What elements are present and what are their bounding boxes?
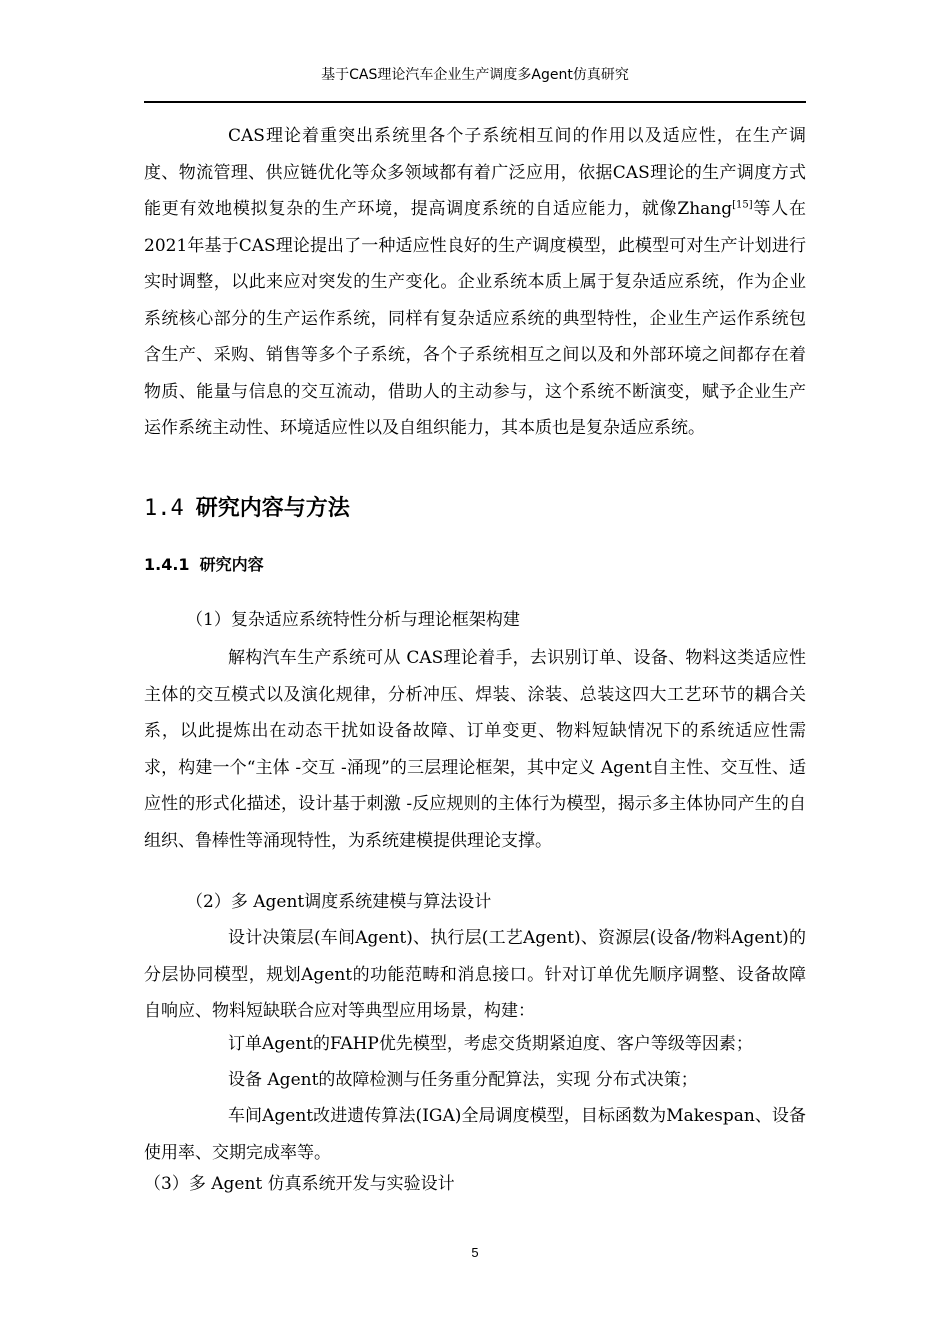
section-number: 1.4	[144, 496, 184, 521]
subsection-title: 研究内容	[199, 555, 264, 574]
item2-bullet-workshop-agent: 车间Agent改进遗传算法(IGA)全局调度模型，目标函数为Makespan、设备使用率、交期完成率等。	[144, 1106, 806, 1163]
item2-heading: （2）多 Agent调度系统建模与算法设计	[186, 892, 492, 912]
section-title: 研究内容与方法	[195, 495, 350, 521]
header-rule	[144, 101, 806, 103]
item2-bullet-order-agent: 订单Agent的FAHP优先模型，考虑交货期紧迫度、客户等级等因素；	[228, 1034, 753, 1054]
intro-paragraph	[144, 118, 806, 447]
item2-bullet-device-agent: 设备 Agent的故障检测与任务重分配算法，实现 分布式决策；	[228, 1070, 698, 1090]
item3-heading: （3）多 Agent 仿真系统开发与实验设计	[144, 1174, 455, 1194]
intro-text-part1: CAS理论着重突出系统里各个子系统相互间的作用以及适应性，在生产调度、物流管理、供应链优化等众多领域都有着广泛应用，依据CAS理论的生产调度方式能更有效地模拟复杂的生产环境，提高调度系统的自适应能力，就像Zhang	[144, 126, 806, 219]
item1-heading: （1）复杂适应系统特性分析与理论框架构建	[186, 610, 520, 630]
intro-text-part2: 等人在2021年基于CAS理论提出了一种适应性良好的生产调度模型，此模型可对生产计划进行实时调整，以此来应对突发的生产变化。企业系统本质上属于复杂适应系统，作为企业系统核心部分的生产运作系统，同样有复杂适应系统的典型特性，企业生产运作系统包含生产、采购、销售等多个子系统，各个子系统相互之间以及和外部环境之间都存在着物质、能量与信息的交互流动，借助人的主动参与，这个系统不断演变，赋予企业生产运作系统主动性、环境适应性以及自组织能力，其本质也是复杂适应系统。	[144, 199, 806, 438]
subsection-heading	[144, 552, 264, 578]
running-header: 基于CAS理论汽车企业生产调度多Agent仿真研究	[321, 67, 629, 83]
item1-body: 解构汽车生产系统可从 CAS理论着手，去识别订单、设备、物料这类适应性主体的交互模式以及演化规律，分析冲压、焊装、涂装、总装这四大工艺环节的耦合关系，以此提炼出在动态干扰如设备故障、订单变更、物料短缺情况下的系统适应性需求，构建一个“主体 -交互 -涌现”的三层理论框架，其中定义 Agent自主性、交互性、适应性的形式化描述，设计基于刺激 -反应规则的主体行为模型，揭示多主体协同产生的自组织、鲁棒性等涌现特性，为系统建模提供理论支撑。	[144, 648, 806, 851]
subsection-number: 1.4.1	[144, 555, 190, 574]
section-heading	[144, 490, 350, 527]
page-number: 5	[471, 1245, 479, 1260]
item2-body: 设计决策层(车间Agent)、执行层(工艺Agent)、资源层(设备/物料Agent)的分层协同模型，规划Agent的功能范畴和消息接口。针对订单优先顺序调整、设备故障自响应、物料短缺联合应对等典型应用场景，构建：	[144, 928, 806, 1021]
citation-15[interactable]: [15]	[732, 199, 753, 211]
